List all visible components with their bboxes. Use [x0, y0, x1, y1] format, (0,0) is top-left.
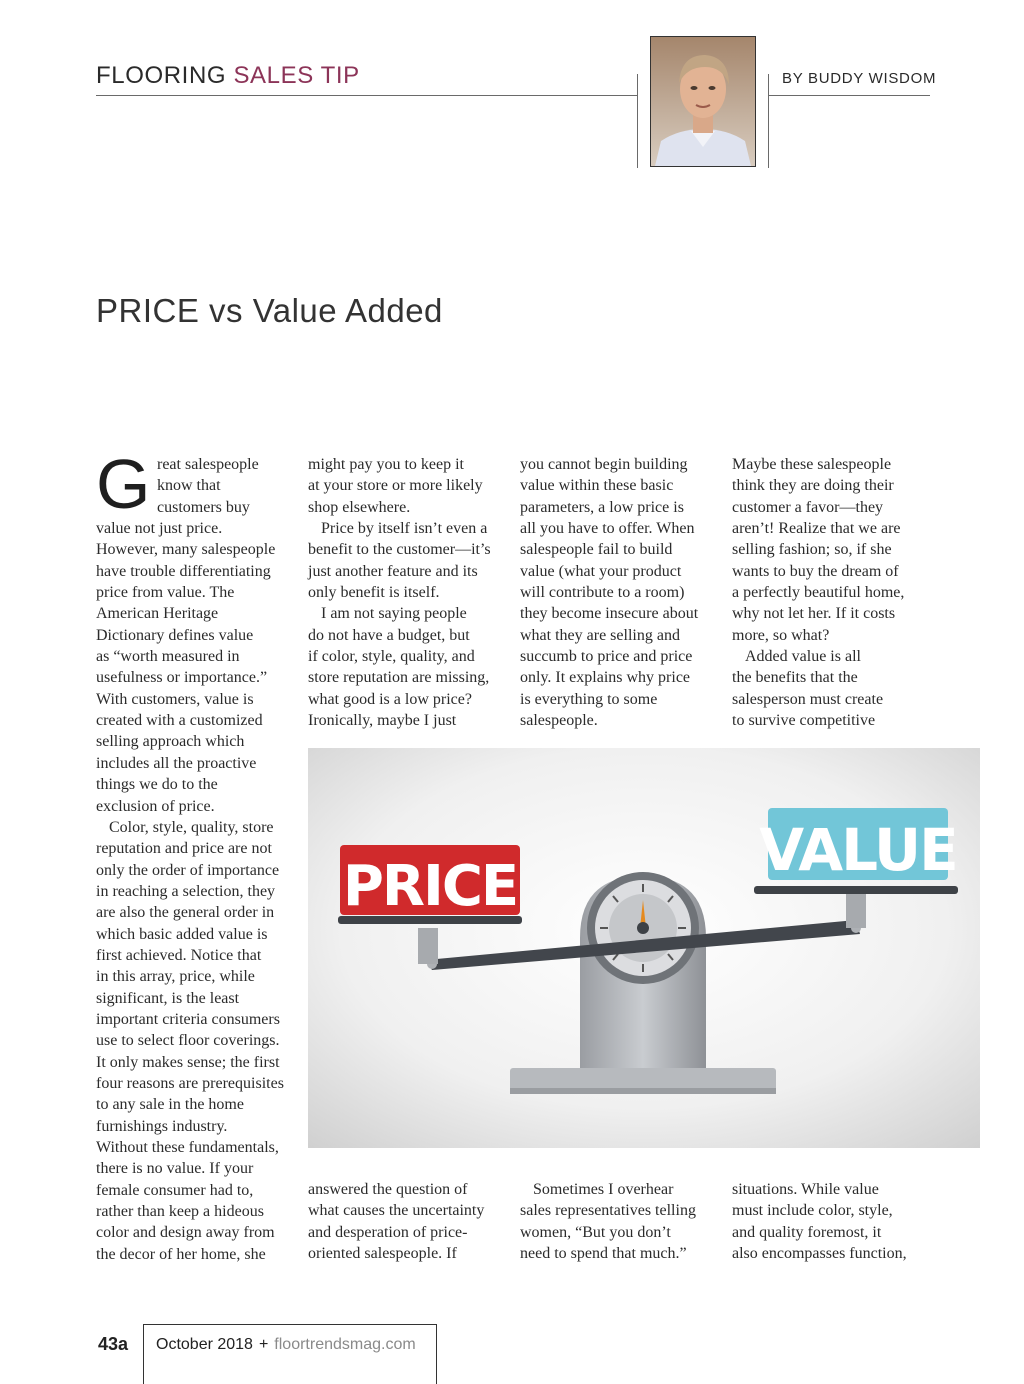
text-line: Ironically, maybe I just	[308, 712, 457, 730]
text-line: With customers, value is	[96, 690, 254, 708]
text-line: what they are selling and	[520, 626, 680, 644]
text-line: which basic added value is	[96, 925, 268, 943]
footer-box	[143, 1324, 437, 1384]
text-line: you cannot begin building	[520, 456, 688, 473]
text-line: value (what your product	[520, 562, 682, 580]
text-line: It only makes sense; the first	[96, 1053, 280, 1071]
text-line: they become insecure about	[520, 605, 699, 623]
text-line: why not let her. If it costs	[732, 605, 896, 623]
text-line: answered the question of	[308, 1181, 468, 1198]
text-line: parameters, a low price is	[520, 498, 684, 516]
issue-date: October 2018	[156, 1336, 253, 1353]
text-line: Color, style, quality, store	[109, 818, 274, 836]
author-byline: BY BUDDY WISDOM	[782, 70, 937, 87]
text-line: first achieved. Notice that	[96, 946, 262, 964]
text-line: reat salespeople	[157, 456, 259, 473]
header-rule-vertical-left	[637, 74, 638, 168]
article-column-3-bottom	[520, 1179, 716, 1264]
text-line: a perfectly beautiful home,	[732, 584, 905, 602]
header-rule-vertical-right	[768, 74, 769, 168]
section-title-part2: SALES TIP	[233, 62, 360, 89]
text-line: rather than keep a hideous	[96, 1203, 264, 1221]
text-line: use to select floor coverings.	[96, 1032, 280, 1050]
text-line: if color, style, quality, and	[308, 648, 475, 666]
text-line: four reasons are prerequisites	[96, 1074, 284, 1092]
text-line: is everything to some	[520, 690, 658, 708]
website-link[interactable]: floortrendsmag.com	[274, 1336, 416, 1353]
text-line: more, so what?	[732, 626, 830, 644]
text-line: store reputation are missing,	[308, 669, 490, 687]
text-line: know that	[157, 477, 221, 495]
footer-issue-line	[156, 1336, 416, 1354]
text-line: customers buy	[157, 498, 250, 516]
text-line: Sometimes I overhear	[533, 1181, 674, 1198]
text-line: the benefits that the	[732, 669, 858, 687]
text-line: to survive competitive	[732, 712, 876, 730]
text-line: important criteria consumers	[96, 1010, 280, 1028]
header-rule-right	[768, 95, 930, 96]
text-line: exclusion of price.	[96, 797, 215, 815]
article-column-1	[96, 454, 296, 1265]
header-rule-left	[96, 95, 638, 96]
article-column-2-top	[308, 454, 504, 731]
text-line: might pay you to keep it	[308, 456, 464, 473]
text-line: at your store or more likely	[308, 477, 483, 495]
text-line: shop elsewhere.	[308, 498, 411, 516]
section-title	[96, 62, 360, 90]
footer-separator: +	[258, 1336, 269, 1353]
text-line: to any sale in the home	[96, 1096, 244, 1114]
price-value-scale-illustration	[308, 748, 980, 1148]
text-line: salesperson must create	[732, 690, 884, 708]
article-column-4-top	[732, 454, 928, 731]
text-line: sales representatives telling	[520, 1202, 696, 1220]
text-line: think they are doing their	[732, 477, 894, 495]
text-line: furnishings industry.	[96, 1117, 228, 1135]
right-plate	[754, 886, 958, 894]
text-line: Maybe these salespeople	[732, 456, 892, 473]
text-line: and quality foremost, it	[732, 1223, 882, 1241]
value-sign-label: VALUE	[759, 816, 957, 884]
text-line: as “worth measured in	[96, 648, 240, 666]
text-line: American Heritage	[96, 605, 219, 623]
article-column-2-bottom	[308, 1179, 504, 1264]
text-line: customer a favor—they	[732, 498, 884, 516]
text-line: value not just price.	[96, 520, 223, 538]
article-column-4-bottom	[732, 1179, 928, 1264]
text-line: aren’t! Realize that we are	[732, 520, 901, 538]
section-title-part1: FLOORING	[96, 62, 227, 89]
text-line: only. It explains why price	[520, 669, 691, 687]
text-line: salespeople.	[520, 712, 598, 730]
text-line: I am not saying people	[321, 605, 467, 623]
text-line: Added value is all	[745, 648, 861, 666]
text-line: price from value. The	[96, 584, 235, 602]
text-line: have trouble differentiating	[96, 562, 271, 580]
text-line: must include color, style,	[732, 1202, 893, 1220]
text-line: only benefit is itself.	[308, 584, 440, 602]
text-line: color and design away from	[96, 1224, 275, 1242]
text-line: created with a customized	[96, 712, 263, 730]
article-headline: PRICE vs Value Added	[96, 292, 443, 329]
text-line: what good is a low price?	[308, 690, 472, 708]
text-line: in this array, price, while	[96, 968, 255, 986]
text-line: salespeople fail to build	[520, 541, 673, 559]
text-line: in reaching a selection, they	[96, 882, 276, 900]
text-line: all you have to offer. When	[520, 520, 695, 538]
text-line: there is no value. If your	[96, 1160, 254, 1178]
text-line: situations. While value	[732, 1181, 879, 1198]
text-line: Without these fundamentals,	[96, 1139, 279, 1156]
text-line: just another feature and its	[308, 562, 478, 580]
text-line: usefulness or importance.”	[96, 669, 268, 687]
text-line: benefit to the customer—it’s	[308, 541, 491, 559]
price-sign-label: PRICE	[342, 854, 518, 919]
drop-cap: G	[96, 445, 151, 523]
text-line: oriented salespeople. If	[308, 1245, 457, 1263]
text-line: also encompasses function,	[732, 1245, 907, 1263]
text-line: wants to buy the dream of	[732, 562, 899, 580]
text-line: are also the general order in	[96, 904, 275, 922]
text-line: selling fashion; so, if she	[732, 541, 892, 559]
text-line: selling approach which	[96, 733, 245, 751]
text-line: women, “But you don’t	[520, 1223, 671, 1241]
text-line: includes all the proactive	[96, 754, 257, 772]
text-line: reputation and price are not	[96, 840, 272, 858]
text-line: what causes the uncertainty	[308, 1202, 485, 1220]
text-line: do not have a budget, but	[308, 626, 470, 644]
page-number: 43a	[98, 1334, 129, 1354]
text-line: only the order of importance	[96, 861, 280, 879]
text-line: However, many salespeople	[96, 541, 276, 559]
text-line: need to spend that much.”	[520, 1245, 687, 1263]
text-line: significant, is the least	[96, 989, 240, 1007]
text-line: will contribute to a room)	[520, 584, 685, 602]
text-line: the decor of her home, she	[96, 1245, 266, 1263]
text-line: Price by itself isn’t even a	[321, 520, 488, 538]
text-line: value within these basic	[520, 477, 674, 495]
article-column-3-top	[520, 454, 716, 731]
text-line: Dictionary defines value	[96, 626, 254, 644]
text-line: and desperation of price-	[308, 1223, 468, 1241]
text-line: female consumer had to,	[96, 1181, 254, 1199]
text-line: succumb to price and price	[520, 648, 693, 666]
text-line: things we do to the	[96, 776, 218, 794]
author-headshot	[650, 36, 756, 167]
